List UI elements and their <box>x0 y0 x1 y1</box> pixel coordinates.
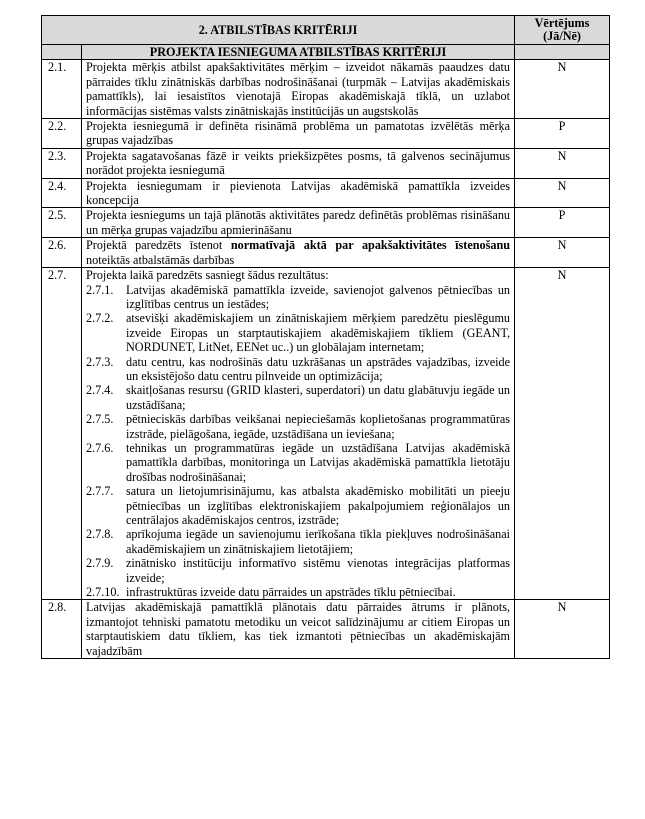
table-title: 2. ATBILSTĪBAS KRITĒRIJI <box>42 16 515 45</box>
result-number: 2.7.4. <box>86 383 114 398</box>
result-number: 2.7.5. <box>86 412 114 427</box>
criterion-number: 2.2. <box>42 119 82 149</box>
criterion-score: P <box>515 208 610 238</box>
criterion-number: 2.8. <box>42 600 82 659</box>
criterion-text: Projekta mērķis atbilst apakšaktivitātes mērķim – izveidot nākamās paaudzes datu pārraides tīklu zinātniskās darbības nodrošināšanai (turpmāk – Latvijas akadēmiskais pamattīkls), lai iesaistītos vienotajā Eiropas akadēmiskajā tīklā, un uzlabot informācijas sistēmas valsts zinātniskajās institūcijās un augstskolās <box>82 60 515 119</box>
criterion-row <box>42 178 610 208</box>
criterion-score: N <box>515 148 610 178</box>
results-list <box>86 283 510 600</box>
result-item <box>86 311 510 354</box>
criterion-score: N <box>515 600 610 659</box>
criterion-number: 2.1. <box>42 60 82 119</box>
criterion-row <box>42 600 610 659</box>
criterion-score: N <box>515 268 610 600</box>
criterion-text: Projekta iesniegumā ir definēta risināmā problēma un pamatotas izvēlētās mērķa grupas vajadzības <box>82 119 515 149</box>
result-item <box>86 527 510 556</box>
criterion-row <box>42 268 610 600</box>
result-item <box>86 355 510 384</box>
criterion-row <box>42 208 610 238</box>
criterion-score: N <box>515 60 610 119</box>
result-text: pētnieciskās darbības veikšanai nepieciešamās koplietošanas programmatūras izstrāde, pielāgošana, iegāde, uzstādīšana un ieviešana; <box>126 412 511 441</box>
result-number: 2.7.8. <box>86 527 114 542</box>
criterion-score: N <box>515 178 610 208</box>
criterion-text-bold: normatīvajā aktā par apakšaktivitātes īstenošanu <box>230 238 511 253</box>
criterion-text-part: noteiktās atbalstāmās darbības <box>86 252 235 267</box>
result-item <box>86 556 510 585</box>
results-intro: Projekta laikā paredzēts sasniegt šādus rezultātus: <box>86 268 329 283</box>
header-row <box>42 16 610 45</box>
score-column-header: Vērtējums (Jā/Nē) <box>515 16 610 45</box>
result-text: Latvijas akadēmiskā pamattīkla izveide, savienojot galvenos pētniecības un izglītības centrus un iestādes; <box>126 282 511 311</box>
result-item <box>86 441 510 484</box>
result-item <box>86 484 510 527</box>
result-item <box>86 383 510 412</box>
criterion-row <box>42 60 610 119</box>
result-number: 2.7.10. <box>86 585 120 600</box>
result-number: 2.7.7. <box>86 484 114 499</box>
criterion-row <box>42 119 610 149</box>
result-text: satura un lietojumrisinājumu, kas atbalsta akadēmisko mobilitāti un pieeju pētniecības un izglītības elektroniskajiem pakalpojumiem reģionālajos un centrālajos akadēmiskajos centros, izstrāde; <box>126 484 511 527</box>
criterion-number: 2.7. <box>42 268 82 600</box>
result-text: aprīkojuma iegāde un savienojumu ierīkošana tīkla piekļuves nodrošināšanai akadēmiskajiem un zinātniskajiem lietotājiem; <box>126 527 511 556</box>
criterion-text <box>82 238 515 268</box>
criterion-text <box>82 268 515 600</box>
result-text: datu centru, kas nodrošinās datu uzkrāšanas un apstrādes vajadzības, izveide un eksistējošo datu centru pilnveide un optimizācija; <box>126 354 511 383</box>
result-number: 2.7.2. <box>86 311 114 326</box>
section-subtitle: PROJEKTA IESNIEGUMA ATBILSTĪBAS KRITĒRIJI <box>82 45 515 60</box>
empty-cell <box>42 45 82 60</box>
criterion-score: N <box>515 238 610 268</box>
result-number: 2.7.3. <box>86 354 114 369</box>
result-number: 2.7.1. <box>86 282 114 297</box>
result-text: atsevišķi akadēmiskajiem un zinātniskajiem mērķiem paredzētu pieslēgumu izveide Eiropas un starptautiskajiem akadēmiskajiem tīkliem (GEANT, NORDUNET, LitNet, EENet uc..) un globālajam internetam; <box>126 311 511 355</box>
empty-cell <box>515 45 610 60</box>
criterion-text-part: Projektā paredzēts īstenot <box>86 238 231 253</box>
criterion-number: 2.6. <box>42 238 82 268</box>
criterion-number: 2.3. <box>42 148 82 178</box>
result-item <box>86 283 510 312</box>
criterion-row <box>42 238 610 268</box>
criterion-text: Projekta sagatavošanas fāzē ir veikts priekšizpētes posms, tā galvenos secinājumus norādot projekta iesniegumā <box>82 148 515 178</box>
result-text: zinātnisko institūciju informatīvo sistēmu vienotas integrācijas platformas izveide; <box>126 556 511 585</box>
criterion-text: Latvijas akadēmiskajā pamattīklā plānotais datu pārraides ātrums ir plānots, izmantojot tehniski pamatotu metodiku un veicot salīdzinājumu ar citiem Eiropas un starptautiskiem datu tīkliem, kas tiek izmantoti pētniecības un akadēmiskajām vajadzībām <box>82 600 515 659</box>
criterion-number: 2.4. <box>42 178 82 208</box>
result-number: 2.7.6. <box>86 440 114 455</box>
result-number: 2.7.9. <box>86 556 114 571</box>
result-text: skaitļošanas resursu (GRID klasteri, superdatori) un datu glabātuvju iegāde un uzstādīšana; <box>126 383 511 412</box>
result-text: tehnikas un programmatūras iegāde un uzstādīšana Latvijas akadēmiskā pamattīkla darbības, monitoringa un Latvijas akadēmiskā pamattīkla lietotāju drošības nodrošināšanai; <box>126 440 511 484</box>
result-item <box>86 412 510 441</box>
criterion-number: 2.5. <box>42 208 82 238</box>
criteria-table <box>41 15 610 659</box>
subtitle-row <box>42 45 610 60</box>
criterion-text: Projekta iesniegumam ir pievienota Latvijas akadēmiskā pamattīkla izveides koncepcija <box>82 178 515 208</box>
criterion-score: P <box>515 119 610 149</box>
criterion-text: Projekta iesniegums un tajā plānotās aktivitātes paredz definētās problēmas risināšanu un mērķa grupas vajadzību apmierināšanu <box>82 208 515 238</box>
result-text: infrastruktūras izveide datu pārraides un apstrādes tīklu pētniecībai. <box>126 585 456 600</box>
criterion-row <box>42 148 610 178</box>
result-item <box>86 585 510 599</box>
